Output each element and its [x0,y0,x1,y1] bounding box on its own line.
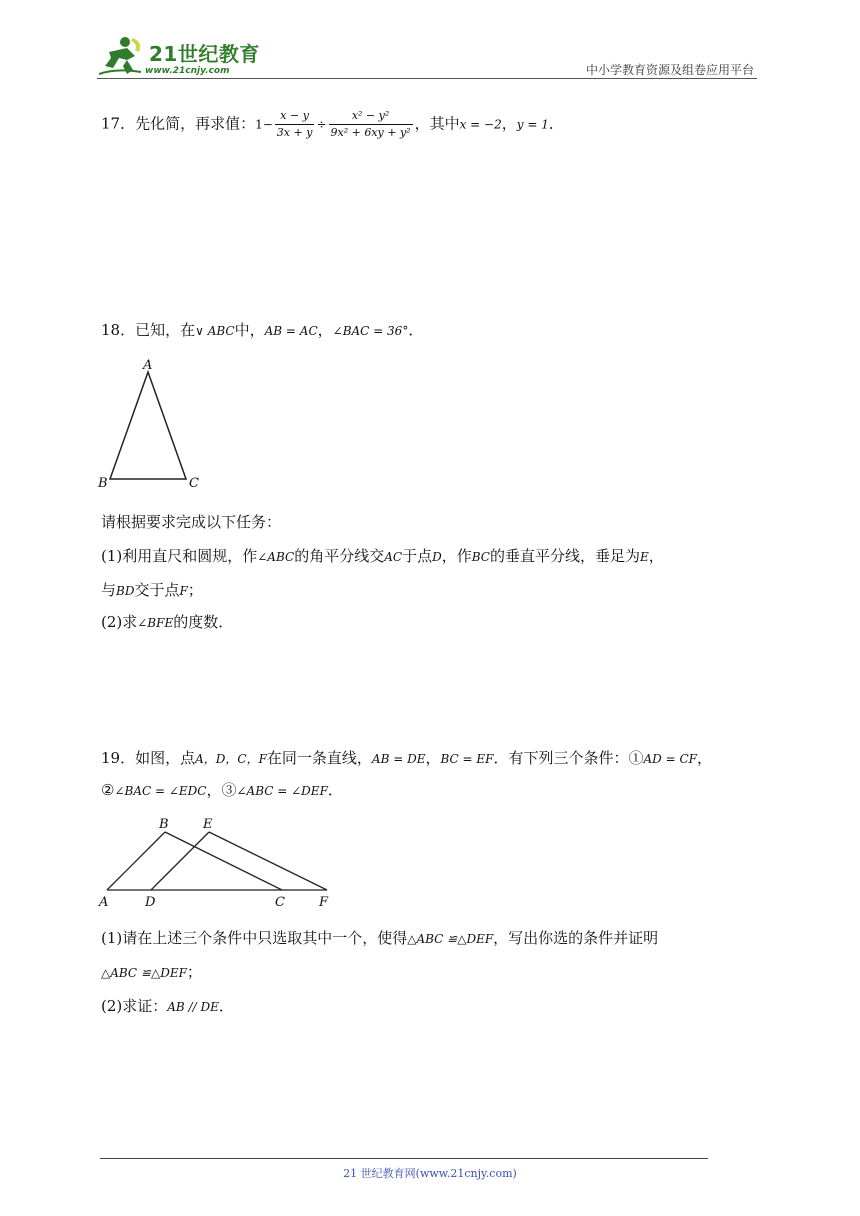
q18-p1-bc: BC [471,550,490,564]
q18-part-1-cont [101,580,203,601]
q19-label-F: F [319,895,329,910]
q18-zhong: 中， [234,321,265,339]
q17-fraction-2 [329,108,413,141]
q19-label-C: C [275,895,285,910]
q19-part-1 [101,928,658,949]
q18-p1-text-a: (1)利用直尺和圆规，作 [101,547,258,565]
q19-p1b-end: ； [186,963,202,981]
q19-l2-text-b: ，③ [206,781,237,799]
q17-prefix: 17．先化简，再求值： [101,114,256,133]
header-platform-name: 中小学教育资源及组卷应用平台 [585,63,754,77]
q18-p1-text-b: 的角平分线交 [294,547,385,565]
q19-eq2: BC = EF [440,752,494,766]
q19-segment-DE [151,832,209,890]
q19-p1b-congruence: △ABC ≌△DEF [101,966,187,980]
q18-part-1 [101,546,664,567]
q19-comma-1: ， [425,749,441,767]
q19-p2-end: ． [218,997,234,1015]
q18-p2-text-a: (2)求 [101,613,138,631]
q18-p1-ac: AC [384,550,403,564]
logo-url: www.21cnjy.com [145,66,230,76]
q19-part-2 [101,996,234,1017]
q19-l2-eq2: ∠ABC = ∠DEF [236,784,328,798]
q19-label-A: A [99,895,109,910]
q18-prefix: 18．已知，在 [101,321,196,339]
q18-p1-text-f: 的垂直平分线，垂足为 [489,547,640,565]
logo-text: 21世纪教育 [149,42,260,66]
q18-p1b-point-f: F [179,584,188,598]
q18-eq2: ∠BAC = 36° [332,324,409,338]
q19-segment-EF [209,832,327,890]
q19-eq3: AD = CF [643,752,697,766]
q18-task: 请根据要求完成以下任务： [101,513,282,531]
q18-label-C: C [189,476,199,491]
q17-frac1-denominator: 3x + y [276,126,313,139]
q19-comma-2: ， [696,749,712,767]
q18-p1-text-c: 于点 [402,547,433,565]
q17-fraction-1 [275,108,315,141]
footer-divider [100,1158,708,1159]
q18-p1-point-e: E [639,550,649,564]
q18-p2-angle: ∠BFE [137,616,174,630]
q17-one-minus: 1− [255,117,273,132]
question-19 [101,748,712,769]
q18-p1b-text-c: ； [187,581,203,599]
site-logo [97,34,267,78]
q19-conditions-line-2 [101,780,343,801]
q17-frac2-denominator: 9x² + 6xy + y² [330,126,411,139]
q19-part-1-cont [101,962,202,983]
q19-label-B: B [159,817,169,832]
q17-end: ． [548,114,564,133]
q18-p1b-bd: BD [116,584,135,598]
q19-mid: 在同一条直线， [266,749,372,767]
q17-mid: ，其中 [414,114,460,133]
question-18 [101,320,423,341]
q17-comma: ， [501,114,517,133]
footer-link[interactable]: 21 世纪教育网(www.21cnjy.com) [343,1167,517,1180]
runner-logo-icon [97,34,147,78]
q17-cond-y: y = 1 [516,117,549,132]
q19-eq1: AB = DE [371,752,426,766]
q19-l2-eq1: ∠BAC = ∠EDC [114,784,207,798]
q17-divide: ÷ [316,117,327,132]
q19-prefix: 19．如图，点 [101,749,196,767]
q18-label-B: B [98,476,108,491]
q19-l2-text-a: ② [101,781,115,799]
q19-p2-text-a: (2)求证： [101,997,168,1015]
q18-p1-point-d: D [432,550,442,564]
q18-triangle: ∨ ABC [195,324,235,338]
q18-p2-text-b: 的度数． [173,613,234,631]
page-header [97,30,757,78]
q18-part-2 [101,612,233,633]
q17-frac2-numerator: x² − y² [329,108,413,125]
q19-l2-end: ． [327,781,343,799]
q19-label-E: E [203,817,213,832]
q18-p1b-text-b: 交于点 [134,581,180,599]
q18-triangle-shape [110,372,186,479]
q19-p2-parallel: AB // DE [167,1000,219,1014]
q18-end: ． [408,321,424,339]
q17-frac1-numerator: x − y [275,108,315,125]
q19-segment-AB [107,832,165,890]
q19-p1-text-b: ，写出你选的条件并证明 [493,929,659,947]
q18-eq1: AB = AC [264,324,318,338]
q18-p1-text-g: ， [648,547,664,565]
q19-p1-text-a: (1)请在上述三个条件中只选取其中一个，使得 [101,929,408,947]
q19-label-D: D [145,895,156,910]
q19-p1-congruence: △ABC ≌△DEF [407,932,494,946]
q19-mid2: ．有下列三个条件：① [493,749,644,767]
q18-p1-text-e: ，作 [441,547,472,565]
q18-comma: ， [317,321,333,339]
question-17 [101,108,564,141]
q18-label-A: A [143,358,153,373]
q18-task-intro [101,512,281,532]
q18-p1-angle: ∠ABC [257,550,295,564]
q18-p1b-text-a: 与 [101,581,117,599]
header-divider [97,78,757,79]
q19-points: A，D，C，F [195,752,267,766]
q19-figure [95,812,345,912]
q19-segment-BC [165,832,282,890]
q17-cond-x: x = −2 [459,117,502,132]
q18-triangle-figure [95,352,215,497]
